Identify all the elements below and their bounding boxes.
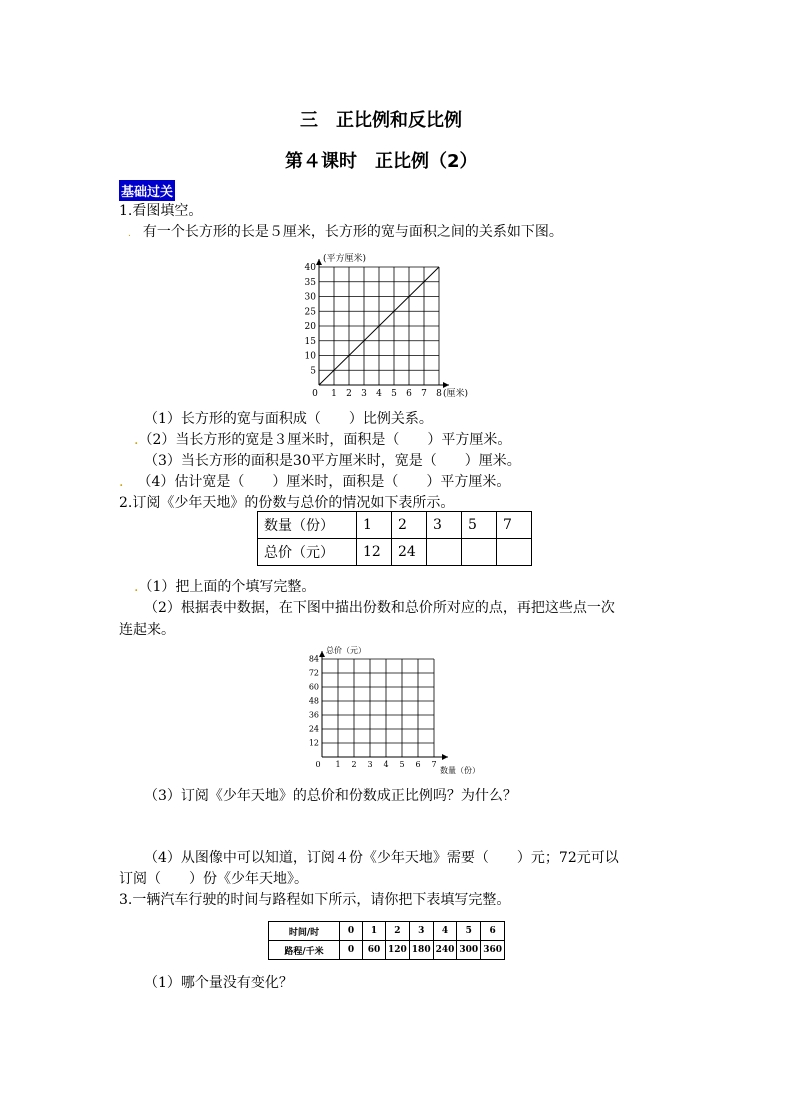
y-tick-label: 12 [308,738,319,748]
table-cell: 360 [481,941,505,960]
x-tick-label: 2 [346,389,352,399]
q2-sub3: （3）订阅《少年天地》的总价和份数成正比例吗？为什么？ [144,788,517,804]
x-tick-label: 7 [421,389,427,399]
table-cell: 240 [433,941,457,960]
q3-heading: 3.一辆汽车行驶的时间与路程如下所示，请你把下表填写完整。 [119,892,511,908]
table-cell: 60 [363,941,386,960]
table-cell: 3 [409,922,433,941]
x-tick-label: 4 [376,389,382,399]
table-cell: 5 [457,922,481,941]
table-row [269,941,505,960]
y-tick-label: 5 [310,366,316,377]
x-axis-label: (厘米) [443,389,469,399]
table-cell: 4 [433,922,457,941]
x-tick-label: 6 [415,760,421,769]
table-cell [427,539,462,566]
table-cell: 3 [427,512,462,539]
y-tick-label: 30 [304,292,316,303]
y-axis-arrow [319,651,325,657]
table-cell: 120 [386,941,410,960]
x-tick-label: 3 [361,389,367,399]
x-tick-label: 5 [399,760,405,769]
x-tick-label: 6 [406,389,412,399]
table-cell [462,539,497,566]
y-axis-label: 总价（元） [326,646,366,655]
table-cell: 180 [409,941,433,960]
q2-heading: 2.订阅《少年天地》的份数与总价的情况如下表所示。 [119,495,455,511]
table-cell [497,539,532,566]
section-badge: 基础过关 [119,180,175,201]
y-axis-label: (平方厘米) [323,254,367,264]
y-tick-label: 10 [304,351,316,362]
q1-item-1: （1）长方形的宽与面积成（ ）比例关系。 [144,411,433,427]
x-tick-label: 4 [383,760,389,769]
x-tick-label: 1 [335,760,341,769]
lesson-title: 第４课时 正比例（2） [285,151,478,172]
x-tick-label: 7 [431,760,437,769]
x-tick-label: 2 [351,760,357,769]
unit-title: 三 正比例和反比例 [300,110,462,131]
q2-sub4-line1: （4）从图像中可以知道，订阅４份《少年天地》需要（ ）元；72元可以 [144,850,619,866]
table-cell: 12 [357,539,392,566]
y-tick-label: 40 [304,263,316,273]
y-tick-label: 84 [308,654,319,664]
x-tick-label: 3 [367,760,373,769]
y-tick-label: 15 [304,336,316,347]
x-tick-label: 0 [312,389,318,399]
table-row [258,512,532,539]
y-tick-label: 36 [308,710,319,720]
rect-area-chart [300,248,490,403]
x-axis-label: 数量（份） [440,766,480,775]
table-cell: 300 [457,941,481,960]
table-cell: 时间/时 [269,922,340,941]
x-tick-label: 8 [436,389,442,399]
y-tick-label: 48 [308,696,319,706]
q3-sub1: （1）哪个量没有变化？ [144,975,293,991]
x-tick-label: 0 [315,760,321,769]
x-axis-arrow [442,754,448,760]
table-cell: 数量（份） [258,512,357,539]
table-cell: 6 [481,922,505,941]
x-tick-label: 5 [391,389,397,399]
table-cell: 2 [386,922,410,941]
y-tick-label: 72 [308,668,319,678]
table-cell: 路程/千米 [269,941,340,960]
table-cell: 0 [340,922,363,941]
q1-item-2: .（2）当长方形的宽是３厘米时，面积是（ ）平方厘米。 [134,432,512,448]
table-row [258,539,532,566]
table-cell: 0 [340,941,363,960]
q1-intro-text: 有一个长方形的长是５厘米，长方形的宽与面积之间的关系如下图。 [142,224,563,240]
q2-table [257,511,532,566]
q2-sub1: .（1）把上面的个填写完整。 [134,579,316,595]
q2-sub2-line1: （2）根据表中数据，在下图中描出份数和总价所对应的点，再把这些点一次 [144,600,615,616]
table-cell: 24 [392,539,427,566]
table-cell: 5 [462,512,497,539]
q1-intro [128,222,563,244]
table-row [269,922,505,941]
q1-intro-mark: . [128,229,131,239]
table-cell: 总价（元） [258,539,357,566]
x-tick-label: 1 [331,389,337,399]
y-tick-label: 35 [304,277,316,288]
table-cell: 1 [357,512,392,539]
y-tick-label: 25 [304,307,316,318]
y-tick-label: 24 [308,724,319,734]
q1-item-4: . （4）估计宽是（ ）厘米时，面积是（ ）平方厘米。 [119,474,511,490]
x-axis-arrow [443,382,449,388]
y-tick-label: 20 [304,322,316,332]
q2-sub2-line2: 连起来。 [119,622,175,638]
table-cell: 2 [392,512,427,539]
q2-sub4-line2: 订阅（ ）份《少年天地》。 [119,871,308,887]
q1-heading: 1.看图填空。 [119,203,203,219]
y-axis-arrow [316,259,322,265]
q3-table [268,921,505,960]
q1-item-3: （3）当长方形的面积是30平方厘米时，宽是（ ）厘米。 [144,453,521,469]
table-cell: 7 [497,512,532,539]
y-tick-label: 60 [308,682,319,692]
table-cell: 1 [363,922,386,941]
subscription-chart [300,645,500,780]
